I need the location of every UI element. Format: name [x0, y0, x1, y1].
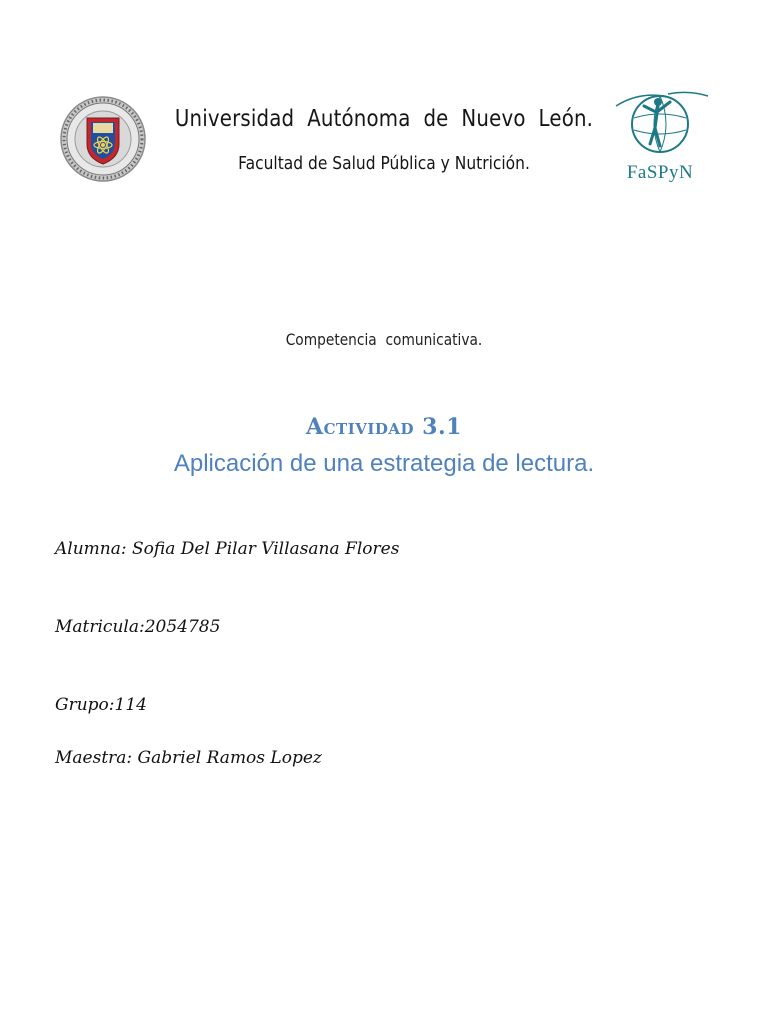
faculty-name: Facultad de Salud Pública y Nutrición.	[238, 153, 530, 174]
activity-subtitle: Aplicación de una estrategia de lectura.	[173, 450, 595, 477]
student-name: Alumna: Sofia Del Pilar Villasana Flores	[55, 539, 400, 559]
faspyn-logo-text: FaSPyN	[626, 162, 694, 183]
university-name: Universidad Autónoma de Nuevo León.	[174, 106, 594, 132]
student-id: Matricula:2054785	[55, 617, 221, 637]
course-name: Competencia comunicativa.	[285, 330, 483, 349]
activity-title: Actividad 3.1	[306, 414, 462, 440]
teacher-name: Maestra: Gabriel Ramos Lopez	[55, 748, 322, 768]
group-number: Grupo:114	[55, 695, 147, 715]
